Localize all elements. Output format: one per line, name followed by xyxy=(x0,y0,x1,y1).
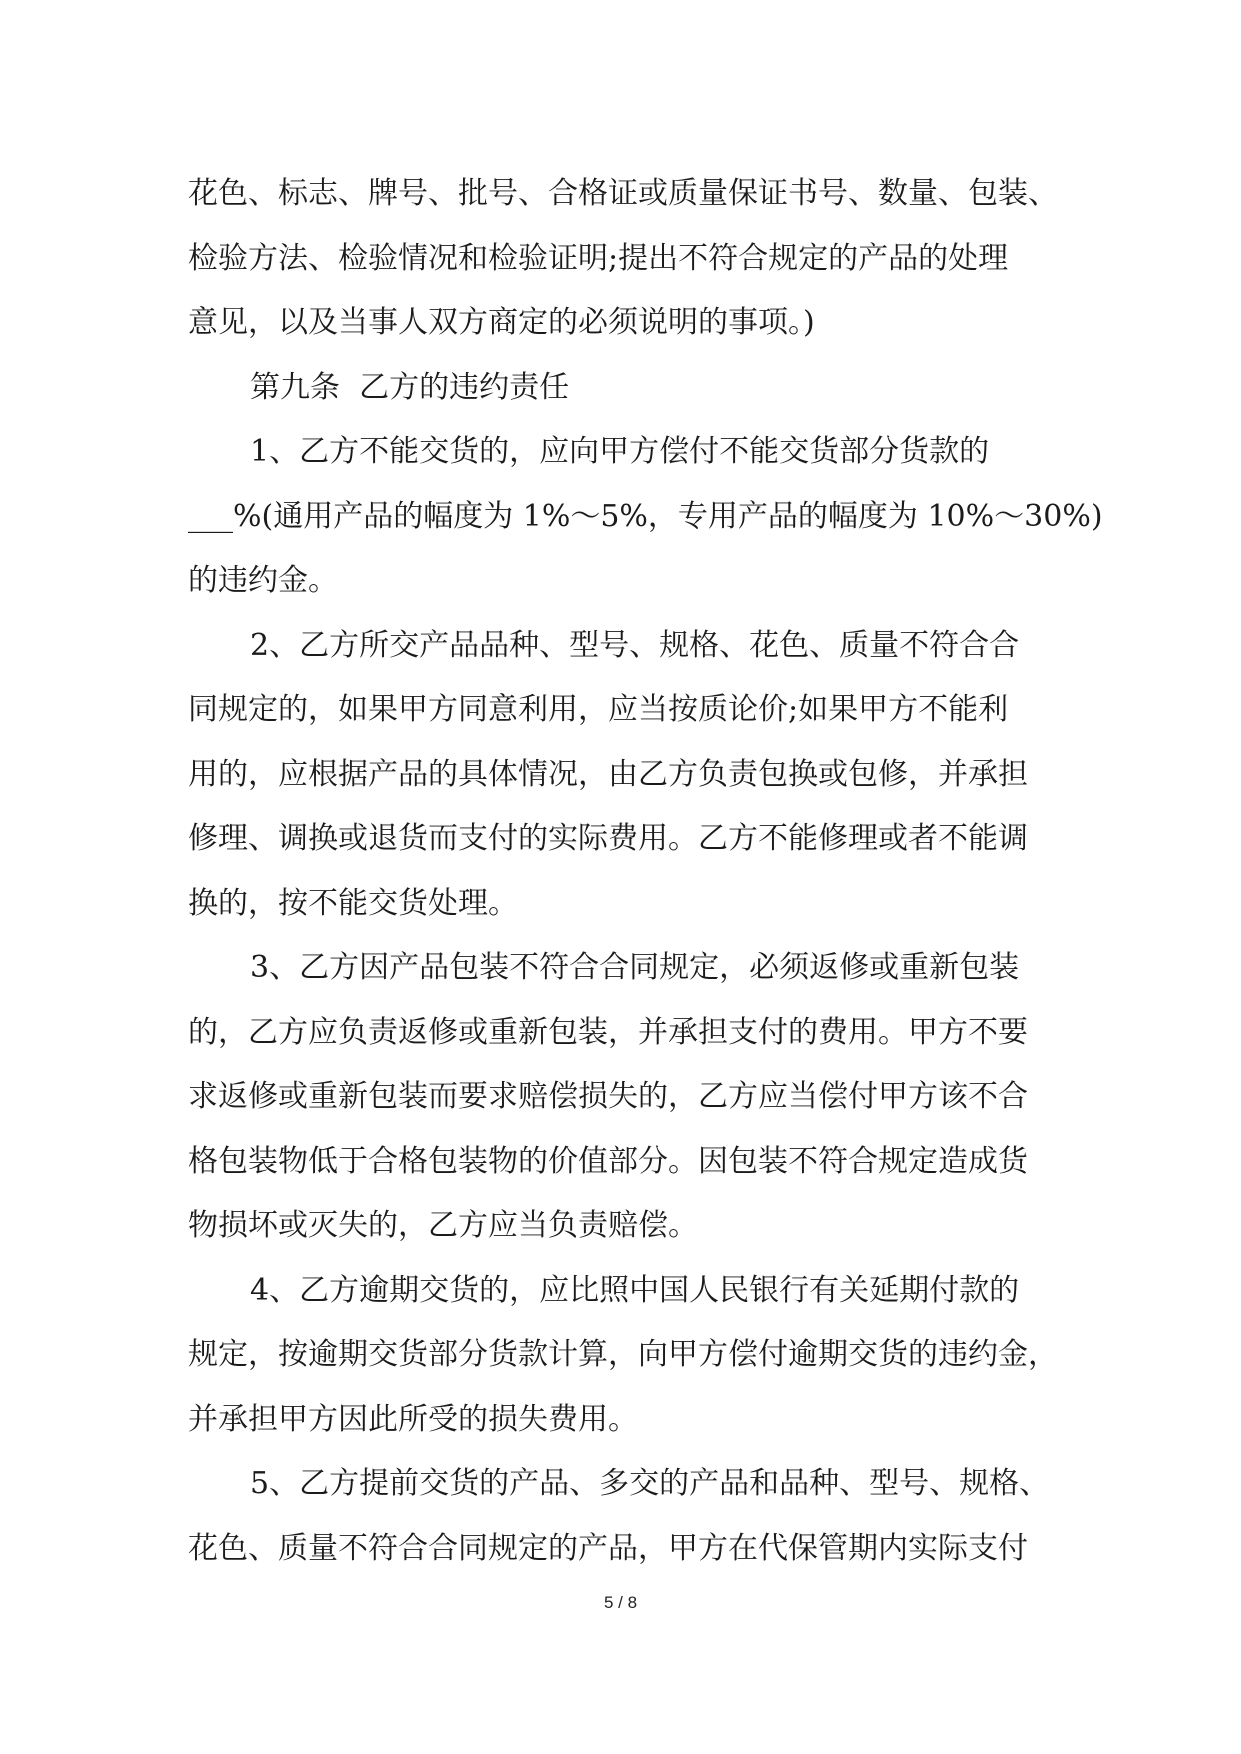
text-line: 花色、标志、牌号、批号、合格证或质量保证书号、数量、包装、 xyxy=(188,176,1058,211)
text-line: ___%(通用产品的幅度为 1%～5%，专用产品的幅度为 10%～30%) xyxy=(188,498,1103,534)
text-line: 修理、调换或退货而支付的实际费用。乙方不能修理或者不能调 xyxy=(188,821,1028,856)
text-line: 1、乙方不能交货的，应向甲方偿付不能交货部分货款的 xyxy=(250,434,990,469)
text-line: 格包装物低于合格包装物的价值部分。因包装不符合规定造成货 xyxy=(188,1143,1028,1179)
text-line: 检验方法、检验情况和检验证明;提出不符合规定的产品的处理 xyxy=(188,240,1009,276)
text-line: 花色、质量不符合合同规定的产品，甲方在代保管期内实际支付 xyxy=(188,1530,1028,1566)
document-body xyxy=(188,162,1103,1581)
text-line: 用的，应根据产品的具体情况，由乙方负责包换或包修，并承担 xyxy=(188,756,1028,792)
text-line: 2、乙方所交产品品种、型号、规格、花色、质量不符合合 xyxy=(250,627,1020,663)
text-line: 物损坏或灭失的，乙方应当负责赔偿。 xyxy=(188,1208,698,1243)
text-line: 5、乙方提前交货的产品、多交的产品和品种、型号、规格、 xyxy=(250,1466,1050,1501)
page-number: 5 / 8 xyxy=(603,1593,638,1612)
text-line: 并承担甲方因此所受的损失费用。 xyxy=(188,1401,638,1437)
text-line: 同规定的，如果甲方同意利用，应当按质论价;如果甲方不能利 xyxy=(188,692,1009,727)
text-line: 换的，按不能交货处理。 xyxy=(188,885,518,921)
text-line: 意见，以及当事人双方商定的必须说明的事项。) xyxy=(188,305,815,340)
section-heading: 第九条 乙方的违约责任 xyxy=(250,369,570,405)
text-line: 的违约金。 xyxy=(188,563,338,598)
text-line: 4、乙方逾期交货的，应比照中国人民银行有关延期付款的 xyxy=(250,1272,1020,1308)
text-line: 求返修或重新包装而要求赔偿损失的，乙方应当偿付甲方该不合 xyxy=(188,1079,1028,1114)
text-line: 3、乙方因产品包装不符合合同规定，必须返修或重新包装 xyxy=(250,950,1020,985)
text-line: 规定，按逾期交货部分货款计算，向甲方偿付逾期交货的违约金， xyxy=(188,1337,1058,1372)
text-line: 的，乙方应负责返修或重新包装，并承担支付的费用。甲方不要 xyxy=(188,1014,1028,1050)
